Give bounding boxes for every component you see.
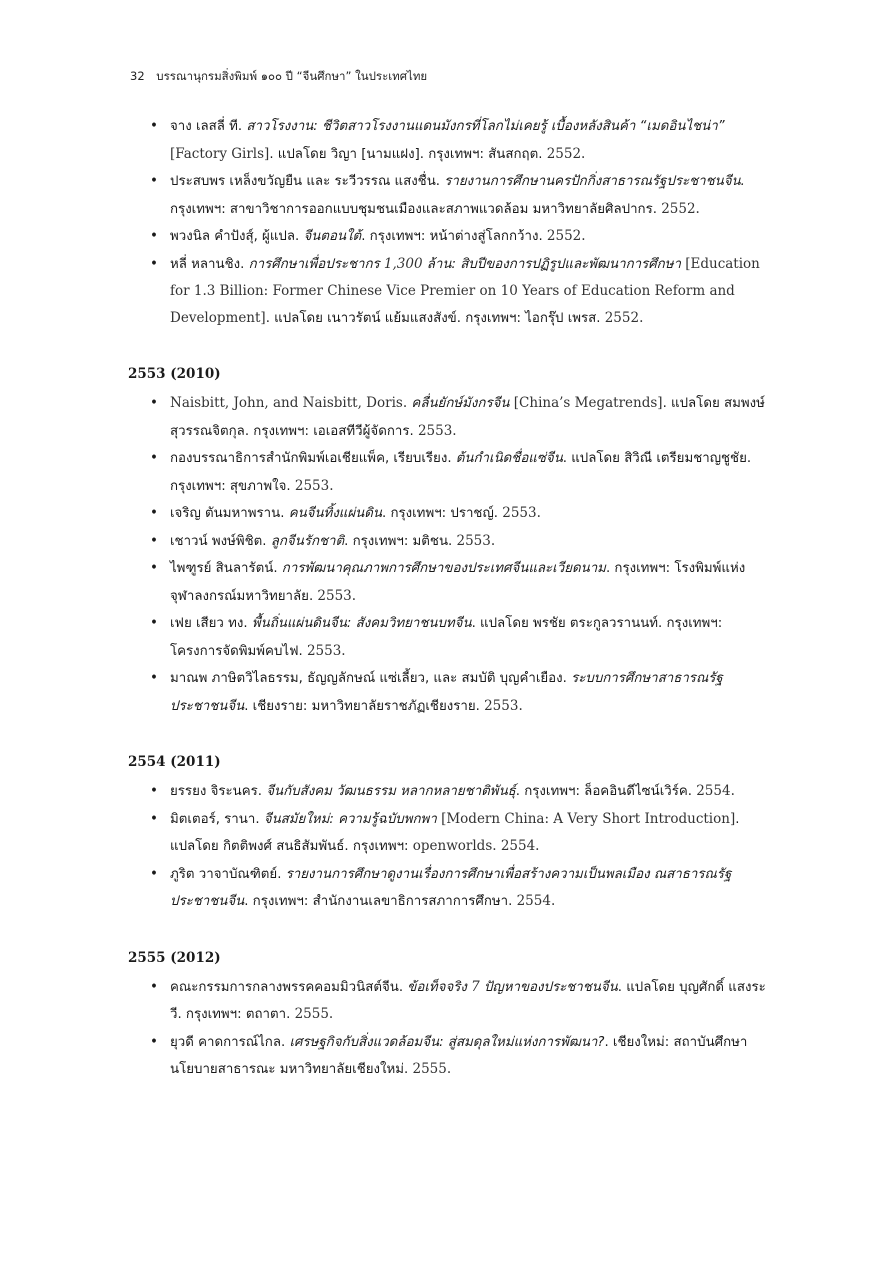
year-section bbox=[128, 752, 768, 916]
entry-text: . แปลโดย สมพงษ์ สุวรรณจิตกุล. กรุงเทพฯ: เอเอสทีวีผู้จัดการ. bbox=[170, 396, 765, 439]
entry-text: Naisbitt, John, and Naisbitt, Doris. bbox=[170, 395, 412, 411]
bullet-icon: • bbox=[150, 505, 158, 521]
bibliography-entry bbox=[128, 251, 768, 333]
year-section bbox=[128, 113, 768, 332]
entry-text: มิตเตอร์, รานา. bbox=[170, 811, 264, 827]
bullet-icon: • bbox=[150, 978, 158, 995]
entry-text: . แปลโดย พรชัย ตระกูลวรานนท์. กรุงเทพฯ: โครงการจัดพิมพ์คบไฟ. bbox=[170, 616, 723, 659]
bibliography-entry bbox=[128, 610, 768, 665]
entry-title-text: จีนสมัยใหม่: ความรู้ฉบับพกพา bbox=[263, 811, 437, 827]
bibliography-entry bbox=[128, 113, 768, 168]
bibliography-entry bbox=[128, 665, 768, 720]
bullet-icon: • bbox=[150, 532, 158, 549]
entry-text: [Modern China: A Very Short Introduction] bbox=[436, 810, 736, 827]
entry-title-text: จีนกับสังคม วัฒนธรรม หลากหลายชาติพันธุ์ bbox=[266, 784, 516, 799]
bullet-icon: • bbox=[150, 255, 158, 272]
bullet-icon: • bbox=[150, 783, 158, 799]
entry-text: . เชียงราย: มหาวิทยาลัยราชภัฏเชียงราย. bbox=[244, 698, 485, 714]
entry-text: จาง เลสลี่ ที. bbox=[170, 119, 247, 134]
entry-text: พวงนิล คำปังสุ์, ผู้แปล. bbox=[170, 229, 304, 244]
bibliography-entry bbox=[128, 528, 768, 556]
entry-text: กองบรรณาธิการสำนักพิมพ์เอเชียแพ็ค, เรียบเรียง. bbox=[170, 451, 456, 466]
entry-title-text: คนจีนทิ้งแผ่นดิน bbox=[288, 506, 382, 521]
year-heading: 2554 (2011) bbox=[128, 754, 221, 770]
bullet-icon: • bbox=[150, 228, 158, 244]
bullet-icon: • bbox=[150, 670, 158, 686]
entry-text: [China’s Megatrends] bbox=[509, 395, 663, 411]
entry-text: . กรุงเทพฯ: สำนักงานเลขาธิการสภาการศึกษา. bbox=[244, 894, 517, 909]
year-section bbox=[128, 364, 768, 720]
bullet-icon: • bbox=[150, 865, 158, 882]
bibliography-content bbox=[128, 113, 768, 1116]
entry-title-text: ต้นกำเนิดชื่อแซ่จีน bbox=[455, 451, 563, 466]
entry-text: 2553. bbox=[502, 505, 541, 521]
entry-text: . กรุงเทพฯ: ปราชญ์. bbox=[382, 506, 503, 521]
entry-text: 2554. bbox=[516, 893, 556, 909]
entry-text: ไพฑูรย์ สินลารัตน์. bbox=[170, 561, 282, 576]
bibliography-entry bbox=[128, 500, 768, 528]
bullet-icon: • bbox=[150, 810, 158, 827]
entry-text: . แปลโดย สิวิณี เตรียมชาญชูชัย. กรุงเทพฯ: สุขภาพใจ. bbox=[170, 451, 752, 494]
entry-title-text: ล้าน: สิบปีของการปฏิรูปและพัฒนาการศึกษา bbox=[422, 256, 681, 272]
entry-text: 2555. bbox=[294, 1006, 334, 1022]
entry-title-text: 1,300 bbox=[383, 255, 423, 272]
bibliography-entry bbox=[128, 555, 768, 610]
entry-title-text: การพัฒนาคุณภาพการศึกษาของประเทศจีนและเวียดนาม bbox=[281, 561, 606, 576]
entry-text: 2553. bbox=[294, 477, 334, 494]
entry-list bbox=[128, 113, 768, 332]
bullet-icon: • bbox=[150, 560, 158, 576]
entry-title-text: สาวโรงงาน: ชีวิตสาวโรงงานแดนมังกรที่โลกไม่เคยรู้ เบื้องหลังสินค้า “เมดอินไชน่า” bbox=[246, 119, 725, 134]
entry-text: กรุงเทพฯ: สาขาวิชาการออกแบบชุมชนเมืองและสภาพแวดล้อม มหาวิทยาลัยศิลปากร. bbox=[170, 201, 662, 217]
entry-text: หลี่ หลานชิง. bbox=[170, 256, 249, 272]
bibliography-entry bbox=[128, 445, 768, 500]
entry-text: 2553. bbox=[417, 422, 457, 439]
bibliography-entry bbox=[128, 861, 768, 916]
entry-text: ประสบพร เหล็งขวัญยืน และ ระวีวรรณ แสงชื่น. bbox=[170, 174, 445, 189]
entry-text: 2554. bbox=[696, 783, 735, 799]
entry-text: 2552. bbox=[604, 309, 644, 326]
entry-text: 2553. bbox=[306, 642, 346, 659]
entry-text: [Education for 1.3 Billion: Former Chinese Vice Premier on 10 Years of Education Reform and Development] bbox=[170, 255, 760, 326]
year-heading: 2553 (2010) bbox=[128, 366, 221, 382]
entry-title-text: จีนตอนใต้ bbox=[303, 229, 362, 244]
bibliography-entry bbox=[128, 806, 768, 861]
running-header bbox=[130, 68, 427, 86]
year-section bbox=[128, 948, 768, 1084]
entry-text: openworlds. 2554. bbox=[412, 838, 540, 854]
bullet-icon: • bbox=[150, 615, 158, 631]
running-title: บรรณานุกรมสิ่งพิมพ์ ๑๐๐ ปี “จีนศึกษา” ในประเทศไทย bbox=[156, 69, 428, 83]
entry-title-text: พื้นถิ่นแผ่นดินจีน: สังคมวิทยาชนบทจีน bbox=[251, 616, 472, 631]
entry-list bbox=[128, 974, 768, 1084]
bullet-icon: • bbox=[150, 118, 158, 134]
bibliography-sections bbox=[128, 113, 768, 1084]
entry-title-text: เศรษฐกิจกับสิ่งแวดล้อมจีน: สู่สมดุลใหม่แห่งการพัฒนา? bbox=[289, 1034, 605, 1050]
entry-text: มาณพ ภาษิตวิไลธรรม, ธัญญลักษณ์ แซ่เลี้ยว, และ สมบัติ บุญคำเยือง. bbox=[170, 671, 572, 686]
bullet-icon: • bbox=[150, 450, 158, 466]
bibliography-entry bbox=[128, 974, 768, 1029]
bibliography-entry bbox=[128, 390, 768, 445]
entry-title-text: รายงานการศึกษาดูงานเรื่องการศึกษาเพื่อสร้างความเป็นพลเมือง ณสาธารณรัฐประชาชนจีน bbox=[170, 866, 732, 909]
entry-text: เชาวน์ พงษ์พิชิต. bbox=[170, 533, 271, 549]
bibliography-entry bbox=[128, 778, 768, 806]
entry-text: 2555. bbox=[412, 1061, 452, 1077]
entry-text: . เชียงใหม่: สถาบันศึกษานโยบายสาธารณะ มหาวิทยาลัยเชียงใหม่. bbox=[170, 1034, 748, 1077]
entry-text: . แปลโดย เนาวรัตน์ แย้มแสงสังข์. กรุงเทพฯ: ไอกรุ๊ป เพรส. bbox=[265, 310, 605, 326]
entry-title-text: การศึกษาเพื่อประชากร bbox=[248, 256, 384, 272]
entry-title-text: 7 bbox=[471, 978, 480, 995]
entry-title-text: ระบบการศึกษาสาธารณรัฐประชาชนจีน bbox=[170, 671, 723, 714]
bullet-icon: • bbox=[150, 173, 158, 189]
bibliography-entry bbox=[128, 168, 768, 223]
entry-text: 2553. bbox=[456, 532, 496, 549]
entry-text: 2553. bbox=[317, 587, 357, 604]
entry-text: . กรุงเทพฯ: มติชน. bbox=[344, 533, 457, 549]
bullet-icon: • bbox=[150, 1033, 158, 1050]
entry-text: . กรุงเทพฯ: หน้าต่างสู่โลกกว้าง. bbox=[361, 229, 547, 244]
entry-title-text: คลื่นยักษ์มังกรจีน bbox=[411, 396, 510, 411]
entry-text: . แปลโดย วิญา [นามแฝง]. กรุงเทพฯ: สันสกฤต. bbox=[269, 146, 547, 162]
entry-text: 2552. bbox=[546, 145, 586, 162]
year-heading: 2555 (2012) bbox=[128, 949, 221, 966]
entry-title-text: ปัญหาของประชาชนจีน bbox=[479, 979, 618, 995]
bibliography-entry bbox=[128, 1029, 768, 1084]
entry-list bbox=[128, 778, 768, 916]
entry-text: 2552. bbox=[661, 200, 700, 217]
entry-text: [Factory Girls] bbox=[170, 145, 270, 162]
entry-title-text: ลูกจีนรักชาติ bbox=[270, 533, 345, 549]
entry-text: คณะกรรมการกลางพรรคคอมมิวนิสต์จีน. bbox=[170, 979, 408, 995]
entry-text: ยุวดี คาดการณ์ไกล. bbox=[170, 1034, 290, 1050]
entry-text: 2552. bbox=[546, 228, 586, 244]
entry-text: . แปลโดย บุญศักดิ์ แสงระวี. กรุงเทพฯ: ตถาตา. bbox=[170, 979, 766, 1022]
page-number: 32 bbox=[130, 69, 145, 83]
entry-text: . กรุงเทพฯ: ล็อคอินดีไซน์เวิร์ค. bbox=[515, 784, 697, 799]
bullet-icon: • bbox=[150, 395, 158, 411]
entry-text: เฟย เสียว ทง. bbox=[170, 616, 252, 631]
entry-text: เจริญ ตันมหาพราน. bbox=[170, 506, 289, 521]
entry-title-text: รายงานการศึกษานครปักกิ่งสาธารณรัฐประชาชนจีน. bbox=[444, 174, 745, 189]
entry-title-text: ข้อเท็จจริง bbox=[407, 979, 472, 995]
entry-text: ภูริต วาจาบัณฑิตย์. bbox=[170, 866, 286, 882]
entry-text: . แปลโดย กิตติพงศ์ สนธิสัมพันธ์. กรุงเทพฯ: bbox=[170, 811, 740, 854]
entry-text: 2553. bbox=[484, 697, 523, 714]
entry-list bbox=[128, 390, 768, 720]
entry-text: ยรรยง จิระนคร. bbox=[170, 784, 267, 799]
entry-text: . กรุงเทพฯ: โรงพิมพ์แห่งจุฬาลงกรณ์มหาวิทยาลัย. bbox=[170, 561, 746, 604]
bibliography-entry bbox=[128, 223, 768, 251]
